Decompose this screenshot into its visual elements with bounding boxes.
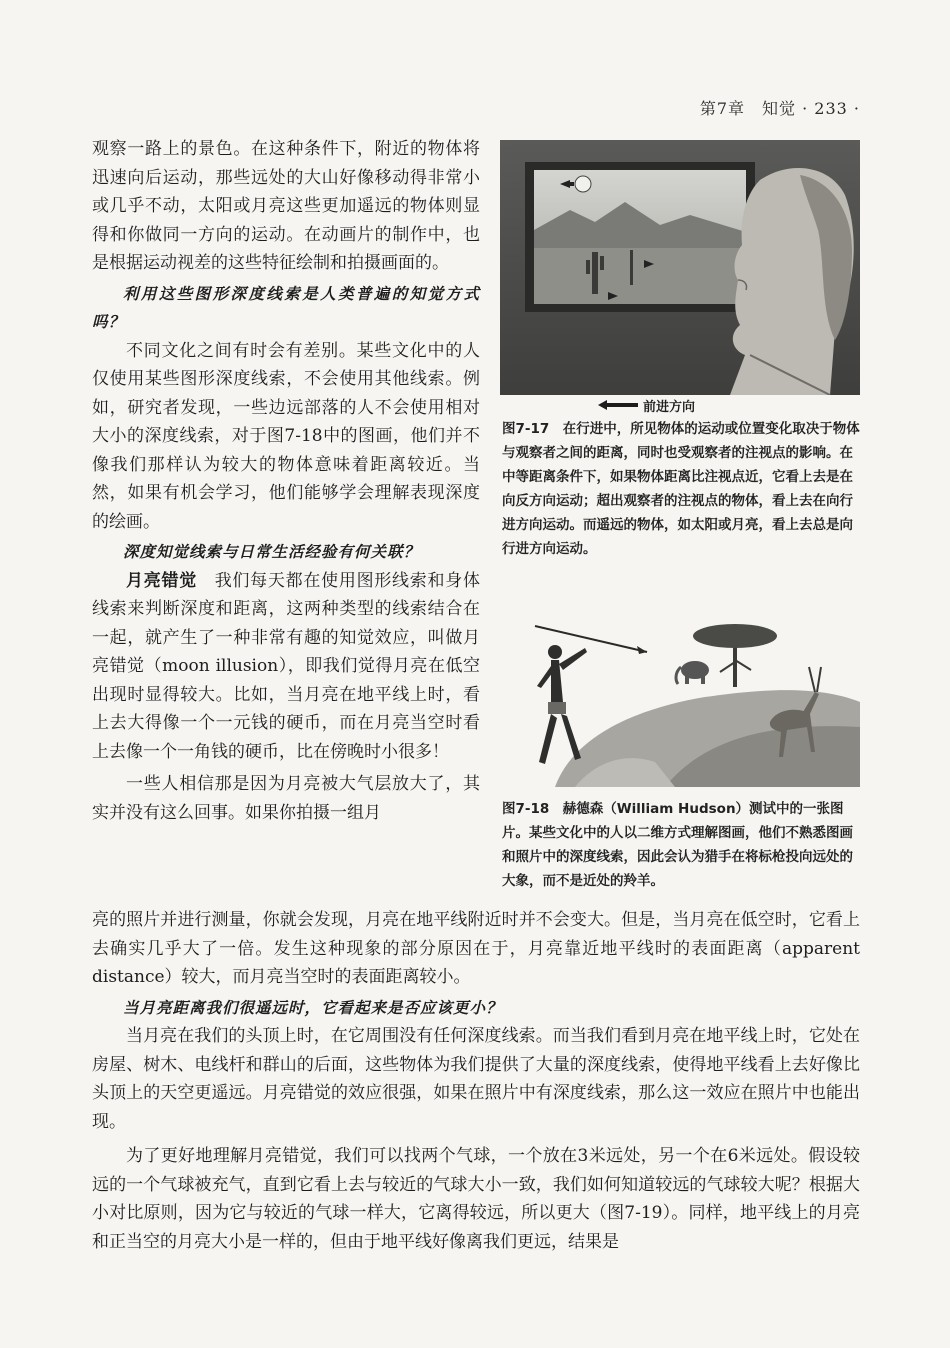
paragraph-atmosphere: 一些人相信那是因为月亮被大气层放大了，其实并没有这么回事。如果你拍摄一组月 (92, 774, 480, 823)
figure-7-17-illustration (500, 140, 860, 395)
full-width-text (92, 906, 860, 1256)
question-heading-universal: 利用这些图形深度线索是人类普遍的知觉方式吗？ (92, 283, 480, 331)
figure-7-17-caption: 图7-17 在行进中，所见物体的运动或位置变化取决于物体与观察者之间的距离，同时也受观察者的注视点的影响。在中等距离条件下，如果物体距离比注视点近，它看上去是在向反方向运动；超出观察者的注视点的物体，看上去在向行进方向运动。而遥远的物体，如太阳或月亮，看上去总是向行进方向运动。 (502, 421, 860, 557)
paragraph-apparent-distance: 亮的照片并进行测量，你就会发现，月亮在地平线附近时并不会变大。但是，当月亮在低空时，它看上去确实几乎大了一倍。发生这种现象的部分原因在于，月亮靠近地平线时的表面距离（apparent distance）较大，而月亮当空时的表面距离较小。 (92, 910, 860, 987)
page-header: 第7章 知觉 · 233 · (699, 99, 860, 118)
figure-7-18-illustration (515, 612, 860, 787)
question-heading-daily-life: 深度知觉线索与日常生活经验有何关联？ (123, 542, 421, 561)
left-column (92, 135, 480, 827)
left-arrow-icon (598, 398, 638, 412)
paragraph-depth-cues: 当月亮在我们的头顶上时，在它周围没有任何深度线索。而当我们看到月亮在地平线上时，它处在房屋、树木、电线杆和群山的后面，这些物体为我们提供了大量的深度线索，使得地平线看上去好像比头顶上的天空更遥远。月亮错觉的效应很强，如果在照片中有深度线索，那么这一效应在照片中也能出现。 (92, 1026, 860, 1132)
paragraph-culture: 不同文化之间有时会有差别。某些文化中的人仅使用某些图形深度线索，不会使用其他线索。例如，研究者发现，一些边远部落的人不会使用相对大小的深度线索，对于图7-18中的图画，他们并不像我们那样认为较大的物体意味着距离较近。当然，如果有机会学习，他们能够学会理解表现深度的绘画。 (92, 340, 480, 532)
paragraph-balloons: 为了更好地理解月亮错觉，我们可以找两个气球，一个放在3米远处，另一个在6米远处。假设较远的一个气球被充气，直到它看上去与较近的气球大小一致，我们如何知道较远的气球较大呢？根据大小对比原则，因为它与较近的气球一样大，它离得较远，所以更大（图7-19）。同样，地平线上的月亮和正当空的月亮大小是一样的，但由于地平线好像离我们更远，结果是 (92, 1146, 860, 1252)
direction-label: 前进方向 (643, 400, 696, 415)
paragraph-motion-parallax: 观察一路上的景色。在这种条件下，附近的物体将迅速向后运动，那些远处的大山好像移动得非常小或几乎不动，太阳或月亮这些更加遥远的物体则显得和你做同一方向的运动。在动画片的制作中，也是根据运动视差的这些特征绘制和拍摄画面的。 (92, 139, 480, 273)
paragraph-moon-illusion (92, 567, 480, 767)
figure-7-18-caption: 图7-18 赫德森（William Hudson）测试中的一张图片。某些文化中的人以二维方式理解图画，他们不熟悉图画和照片中的深度线索，因此会认为猎手在将标枪投向远处的大象，而不是近处的羚羊。 (502, 801, 853, 889)
term-moon-illusion: 月亮错觉 (126, 570, 197, 591)
question-heading-far-moon: 当月亮距离我们很遥远时，它看起来是否应该更小？ (123, 997, 503, 1017)
moon-illusion-text: 我们每天都在使用图形线索和身体线索来判断深度和距离，这两种类型的线索结合在一起，就产生了一种非常有趣的知觉效应，叫做月亮错觉（moon illusion），即我们觉得月亮在低空出现时显得较大。比如，当月亮在地平线上时，看上去大得像一个一元钱的硬币，而在月亮当空时看上去像一个一角钱的硬币，比在傍晚时小很多！ (92, 570, 481, 762)
